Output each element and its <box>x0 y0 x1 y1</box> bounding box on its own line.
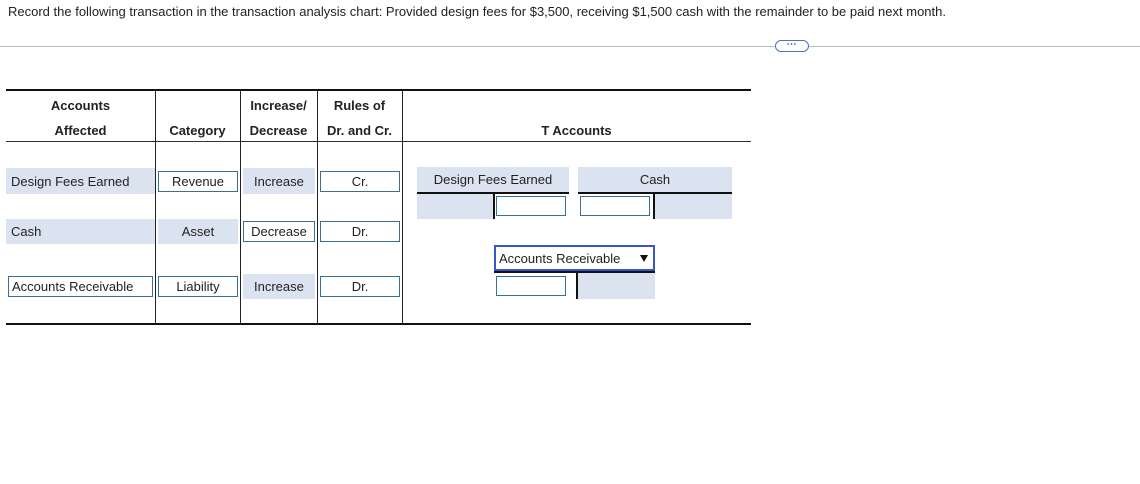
t-cash-credit-cell <box>655 194 732 219</box>
header-category: Category <box>169 123 226 138</box>
header-decrease: Decrease <box>249 123 308 138</box>
header-bottom-border <box>6 141 751 142</box>
t-cash-title: Cash <box>639 172 671 187</box>
question-prompt: Record the following transaction in the transaction analysis chart: Provided design fees for $3,500, receiving $1,500 cash with the remainder to be paid next month. <box>8 4 946 19</box>
row1-category-field[interactable]: Revenue <box>158 171 238 192</box>
row3-change: Increase <box>254 279 304 294</box>
row2-rule-field[interactable]: Dr. <box>320 221 400 242</box>
t-cash-debit-input[interactable] <box>580 196 650 216</box>
row3-account-field[interactable]: Accounts Receivable <box>8 276 153 297</box>
t-ar-debit-input[interactable] <box>496 276 566 296</box>
t-ar-credit-cell <box>578 273 655 299</box>
row2-change-field[interactable]: Decrease <box>243 221 315 242</box>
row1-rule-field[interactable]: Cr. <box>320 171 400 192</box>
header-dr-cr: Dr. and Cr. <box>326 123 393 138</box>
divider <box>0 46 1140 47</box>
t-ar-selected-value: Accounts Receivable <box>499 250 621 266</box>
t-ar-account-select[interactable] <box>494 245 655 271</box>
dropdown-arrow-icon <box>640 255 648 262</box>
more-options-button[interactable]: ⋯ <box>775 40 809 52</box>
row1-account: Design Fees Earned <box>11 174 130 189</box>
t-design-fees-credit-input[interactable] <box>496 196 566 216</box>
header-accounts: Accounts <box>50 98 111 113</box>
t-design-fees-stem <box>493 192 495 219</box>
header-t-accounts: T Accounts <box>541 123 612 138</box>
header-affected: Affected <box>54 123 107 138</box>
header-rules: Rules of <box>333 98 386 113</box>
row2-account: Cash <box>11 224 42 239</box>
row2-category: Asset <box>181 224 215 239</box>
t-design-fees-debit-cell <box>417 194 493 219</box>
row1-change: Increase <box>254 174 304 189</box>
t-design-fees-title: Design Fees Earned <box>433 172 553 187</box>
row3-category-field[interactable]: Liability <box>158 276 238 297</box>
header-increase: Increase/ <box>250 98 307 113</box>
row3-rule-field[interactable]: Dr. <box>320 276 400 297</box>
table-bottom-border <box>6 323 751 325</box>
table-top-border <box>6 89 751 91</box>
